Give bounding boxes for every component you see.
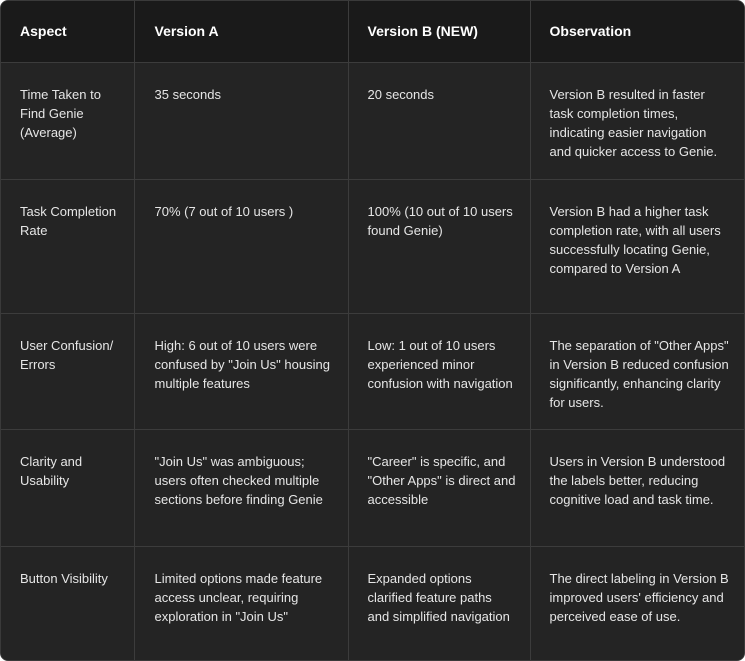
cell-version-b: Expanded options clarified feature paths and simplified navigation <box>348 546 530 660</box>
cell-version-a: 35 seconds <box>134 62 348 179</box>
header-version-b: Version B (NEW) <box>348 1 530 62</box>
cell-version-a: 70% (7 out of 10 users ) <box>134 179 348 313</box>
header-observation: Observation <box>530 1 744 62</box>
cell-observation: Users in Version B understood the labels better, reducing cognitive load and task time. <box>530 429 744 546</box>
cell-aspect: Time Taken to Find Genie (Average) <box>1 62 134 179</box>
cell-observation: Version B resulted in faster task completion times, indicating easier navigation and quicker access to Genie. <box>530 62 744 179</box>
table-row <box>1 62 744 179</box>
header-aspect: Aspect <box>1 1 134 62</box>
cell-version-b: 100% (10 out of 10 users found Genie) <box>348 179 530 313</box>
table-row <box>1 313 744 429</box>
cell-observation: The direct labeling in Version B improved users' efficiency and perceived ease of use. <box>530 546 744 660</box>
header-version-a: Version A <box>134 1 348 62</box>
table-header <box>1 1 744 62</box>
cell-version-a: Limited options made feature access unclear, requiring exploration in "Join Us" <box>134 546 348 660</box>
cell-aspect: Button Visibility <box>1 546 134 660</box>
cell-aspect: User Confusion/ Errors <box>1 313 134 429</box>
cell-aspect: Task Completion Rate <box>1 179 134 313</box>
cell-observation: The separation of "Other Apps" in Version B reduced confusion significantly, enhancing clarity for users. <box>530 313 744 429</box>
table-row <box>1 179 744 313</box>
cell-observation: Version B had a higher task completion rate, with all users successfully locating Genie, compared to Version A <box>530 179 744 313</box>
cell-aspect: Clarity and Usability <box>1 429 134 546</box>
table-row <box>1 546 744 660</box>
cell-version-b: "Career" is specific, and "Other Apps" is direct and accessible <box>348 429 530 546</box>
table-body <box>1 62 744 660</box>
cell-version-a: High: 6 out of 10 users were confused by "Join Us" housing multiple features <box>134 313 348 429</box>
table-row <box>1 429 744 546</box>
cell-version-b: 20 seconds <box>348 62 530 179</box>
cell-version-a: "Join Us" was ambiguous; users often checked multiple sections before finding Genie <box>134 429 348 546</box>
comparison-table <box>1 1 744 660</box>
header-row <box>1 1 744 62</box>
cell-version-b: Low: 1 out of 10 users experienced minor confusion with navigation <box>348 313 530 429</box>
